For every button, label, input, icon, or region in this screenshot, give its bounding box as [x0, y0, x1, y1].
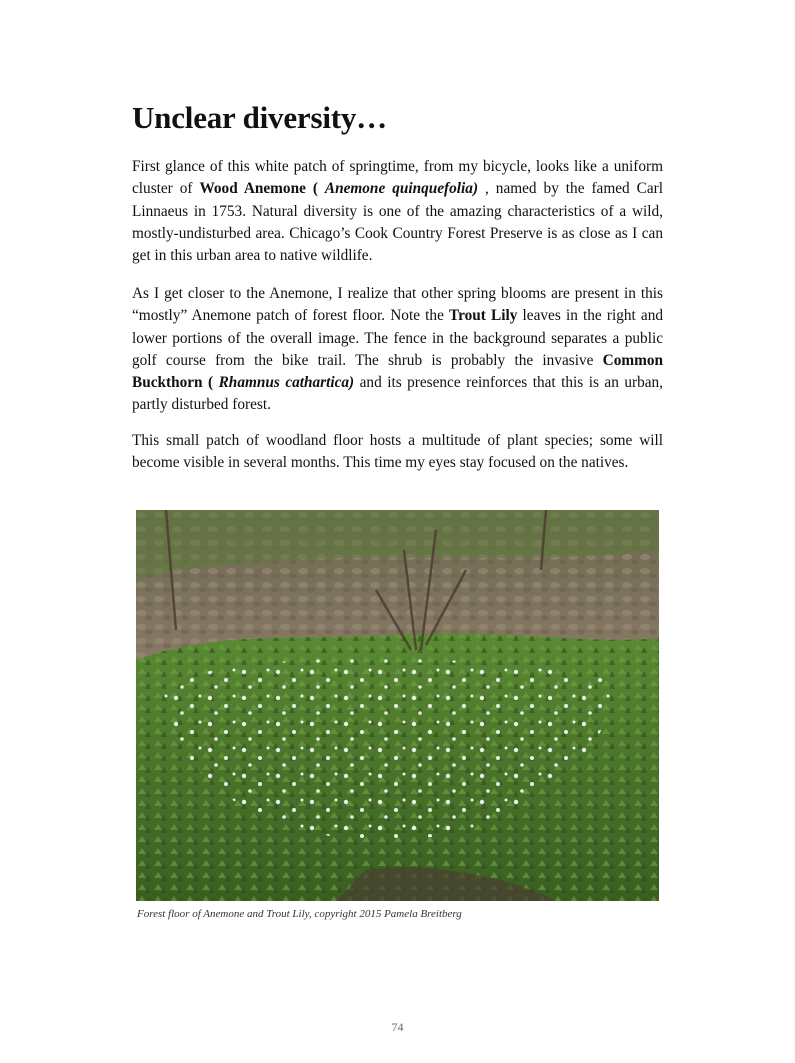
p2-latin-name: Rhamnus cathartica)	[218, 374, 355, 392]
forest-floor-photo	[136, 510, 659, 901]
paragraph-3: This small patch of woodland floor hosts a multitude of plant species; some will become visible in several months. This time my eyes stay focused on the natives.	[132, 432, 663, 472]
p1-text-d: , named by the famed Carl Linnaeus in 1753. Natural diversity is one of the amazing characteristics of a wild, mostly-undisturbed area. Chicago’s Cook Country Forest Preserve is as close as I can get in this urban area to native wildlife.	[132, 180, 663, 265]
p1-text-a: First glance of this white patch of springtime, from my bicycle, looks like a uniform cluster of	[132, 158, 663, 198]
paragraph-1	[132, 156, 663, 267]
p1-term-wood-anemone: Wood Anemone (	[199, 180, 325, 198]
p2-text-f: and its presence reinforces that this is an urban, partly disturbed forest.	[132, 374, 663, 414]
p1-latin-name: Anemone quinquefolia)	[324, 180, 479, 198]
p2-text-a: As I get closer to the Anemone, I realize that other spring blooms are present in this “mostly” Anemone patch of forest floor. Note the	[132, 285, 663, 325]
p2-text-c: leaves in the right and lower portions of the overall image. The fence in the background separates a public golf course from the bike trail. The shrub is probably the invasive	[132, 307, 664, 369]
page-number: 74	[391, 1020, 404, 1034]
p2-term-trout-lily: Trout Lily	[449, 307, 518, 325]
photo-caption: Forest floor of Anemone and Trout Lily, copyright 2015 Pamela Breitberg	[137, 908, 462, 920]
p2-term-buckthorn: Common Buckthorn (	[132, 351, 663, 392]
page-title: Unclear diversity…	[132, 100, 387, 135]
paragraph-2	[132, 283, 663, 417]
